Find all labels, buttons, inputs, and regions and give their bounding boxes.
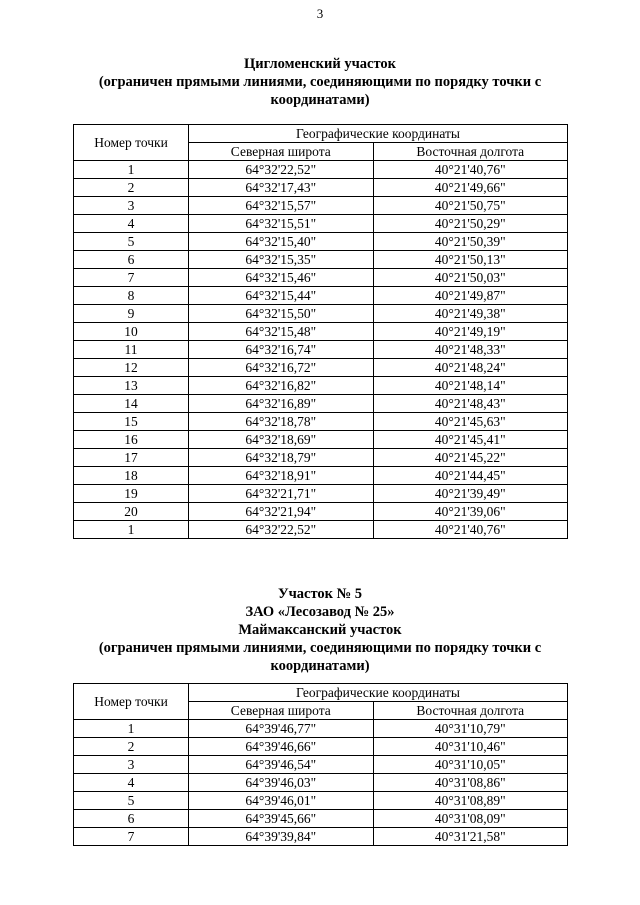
section2-heading <box>40 585 600 675</box>
table-row <box>74 828 568 846</box>
latitude-cell: 64°32'15,40" <box>189 233 374 251</box>
point-number-cell: 15 <box>74 413 189 431</box>
latitude-cell: 64°32'15,44" <box>189 287 374 305</box>
point-number-cell: 13 <box>74 377 189 395</box>
latitude-cell: 64°39'46,01" <box>189 792 374 810</box>
col-geo-header: Географические координаты <box>189 125 568 143</box>
table-row <box>74 323 568 341</box>
col-point-header: Номер точки <box>74 684 189 720</box>
point-number-cell: 8 <box>74 287 189 305</box>
latitude-cell: 64°32'18,79" <box>189 449 374 467</box>
latitude-cell: 64°32'17,43" <box>189 179 374 197</box>
point-number-cell: 2 <box>74 738 189 756</box>
longitude-cell: 40°31'10,05" <box>373 756 567 774</box>
longitude-cell: 40°21'50,13" <box>373 251 567 269</box>
point-number-cell: 7 <box>74 269 189 287</box>
longitude-cell: 40°21'45,63" <box>373 413 567 431</box>
col-point-header: Номер точки <box>74 125 189 161</box>
table-row <box>74 359 568 377</box>
longitude-cell: 40°21'49,19" <box>373 323 567 341</box>
point-number-cell: 11 <box>74 341 189 359</box>
section1-subtitle-line1: (ограничен прямыми линиями, соединяющими по порядку точки с <box>98 74 542 90</box>
point-number-cell: 10 <box>74 323 189 341</box>
table-row <box>74 810 568 828</box>
section1-subtitle-line2: координатами) <box>270 92 370 108</box>
longitude-cell: 40°31'10,79" <box>373 720 567 738</box>
table-row <box>74 215 568 233</box>
point-number-cell: 18 <box>74 467 189 485</box>
point-number-cell: 20 <box>74 503 189 521</box>
longitude-cell: 40°21'39,06" <box>373 503 567 521</box>
longitude-cell: 40°31'21,58" <box>373 828 567 846</box>
point-number-cell: 3 <box>74 197 189 215</box>
table-row <box>74 287 568 305</box>
longitude-cell: 40°21'45,41" <box>373 431 567 449</box>
longitude-cell: 40°21'48,43" <box>373 395 567 413</box>
longitude-cell: 40°31'08,09" <box>373 810 567 828</box>
point-number-cell: 3 <box>74 756 189 774</box>
latitude-cell: 64°32'15,35" <box>189 251 374 269</box>
point-number-cell: 19 <box>74 485 189 503</box>
latitude-cell: 64°32'22,52" <box>189 521 374 539</box>
table-row <box>74 467 568 485</box>
table-row <box>74 233 568 251</box>
longitude-cell: 40°21'49,38" <box>373 305 567 323</box>
longitude-cell: 40°21'48,14" <box>373 377 567 395</box>
point-number-cell: 12 <box>74 359 189 377</box>
longitude-cell: 40°21'44,45" <box>373 467 567 485</box>
table-row <box>74 431 568 449</box>
point-number-cell: 2 <box>74 179 189 197</box>
section2-subtitle-line1: (ограничен прямыми линиями, соединяющими по порядку точки с <box>98 640 542 656</box>
section2-title: Маймаксанский участок <box>238 622 402 638</box>
longitude-cell: 40°21'49,66" <box>373 179 567 197</box>
point-number-cell: 7 <box>74 828 189 846</box>
point-number-cell: 1 <box>74 521 189 539</box>
point-number-cell: 6 <box>74 810 189 828</box>
latitude-cell: 64°32'18,78" <box>189 413 374 431</box>
latitude-cell: 64°32'18,91" <box>189 467 374 485</box>
table-row <box>74 179 568 197</box>
table-row <box>74 521 568 539</box>
longitude-cell: 40°31'08,89" <box>373 792 567 810</box>
latitude-cell: 64°39'46,77" <box>189 720 374 738</box>
longitude-cell: 40°21'48,33" <box>373 341 567 359</box>
point-number-cell: 6 <box>74 251 189 269</box>
table-row <box>74 413 568 431</box>
point-number-cell: 4 <box>74 215 189 233</box>
table-row <box>74 756 568 774</box>
point-number-cell: 5 <box>74 792 189 810</box>
longitude-cell: 40°21'48,24" <box>373 359 567 377</box>
longitude-cell: 40°21'39,49" <box>373 485 567 503</box>
latitude-cell: 64°32'15,50" <box>189 305 374 323</box>
point-number-cell: 16 <box>74 431 189 449</box>
longitude-cell: 40°21'50,75" <box>373 197 567 215</box>
table-row <box>74 720 568 738</box>
latitude-cell: 64°32'15,51" <box>189 215 374 233</box>
table-row <box>74 251 568 269</box>
section2-company: ЗАО «Лесозавод № 25» <box>245 604 395 620</box>
table-row <box>74 341 568 359</box>
coordinates-table-2 <box>73 683 568 846</box>
longitude-cell: 40°31'08,86" <box>373 774 567 792</box>
latitude-cell: 64°39'46,03" <box>189 774 374 792</box>
longitude-cell: 40°21'40,76" <box>373 161 567 179</box>
table-row <box>74 395 568 413</box>
table-row <box>74 161 568 179</box>
col-lon-header: Восточная долгота <box>373 143 567 161</box>
latitude-cell: 64°39'46,66" <box>189 738 374 756</box>
latitude-cell: 64°32'16,82" <box>189 377 374 395</box>
point-number-cell: 4 <box>74 774 189 792</box>
table-row <box>74 485 568 503</box>
table-row <box>74 738 568 756</box>
latitude-cell: 64°39'45,66" <box>189 810 374 828</box>
latitude-cell: 64°32'15,46" <box>189 269 374 287</box>
latitude-cell: 64°32'21,94" <box>189 503 374 521</box>
longitude-cell: 40°31'10,46" <box>373 738 567 756</box>
latitude-cell: 64°32'21,71" <box>189 485 374 503</box>
latitude-cell: 64°32'22,52" <box>189 161 374 179</box>
latitude-cell: 64°32'16,74" <box>189 341 374 359</box>
section2-plot-number: Участок № 5 <box>277 586 363 602</box>
section2-subtitle-line2: координатами) <box>270 658 370 674</box>
longitude-cell: 40°21'50,03" <box>373 269 567 287</box>
longitude-cell: 40°21'50,29" <box>373 215 567 233</box>
col-lat-header: Северная широта <box>189 143 374 161</box>
longitude-cell: 40°21'45,22" <box>373 449 567 467</box>
latitude-cell: 64°32'16,72" <box>189 359 374 377</box>
table-row <box>74 449 568 467</box>
longitude-cell: 40°21'49,87" <box>373 287 567 305</box>
section1-heading <box>40 55 600 109</box>
coordinates-table-1 <box>73 124 568 539</box>
latitude-cell: 64°39'46,54" <box>189 756 374 774</box>
latitude-cell: 64°32'15,57" <box>189 197 374 215</box>
col-lon-header: Восточная долгота <box>373 702 567 720</box>
table-row <box>74 792 568 810</box>
col-geo-header: Географические координаты <box>189 684 568 702</box>
table-row <box>74 197 568 215</box>
page-number: 3 <box>316 6 324 21</box>
point-number-cell: 17 <box>74 449 189 467</box>
latitude-cell: 64°32'16,89" <box>189 395 374 413</box>
section1-title: Цигломенский участок <box>243 56 397 72</box>
longitude-cell: 40°21'40,76" <box>373 521 567 539</box>
point-number-cell: 1 <box>74 720 189 738</box>
col-lat-header: Северная широта <box>189 702 374 720</box>
point-number-cell: 9 <box>74 305 189 323</box>
point-number-cell: 5 <box>74 233 189 251</box>
latitude-cell: 64°32'18,69" <box>189 431 374 449</box>
point-number-cell: 14 <box>74 395 189 413</box>
table-row <box>74 774 568 792</box>
point-number-cell: 1 <box>74 161 189 179</box>
longitude-cell: 40°21'50,39" <box>373 233 567 251</box>
table-row <box>74 377 568 395</box>
latitude-cell: 64°39'39,84" <box>189 828 374 846</box>
table-row <box>74 269 568 287</box>
table-row <box>74 305 568 323</box>
latitude-cell: 64°32'15,48" <box>189 323 374 341</box>
table-row <box>74 503 568 521</box>
